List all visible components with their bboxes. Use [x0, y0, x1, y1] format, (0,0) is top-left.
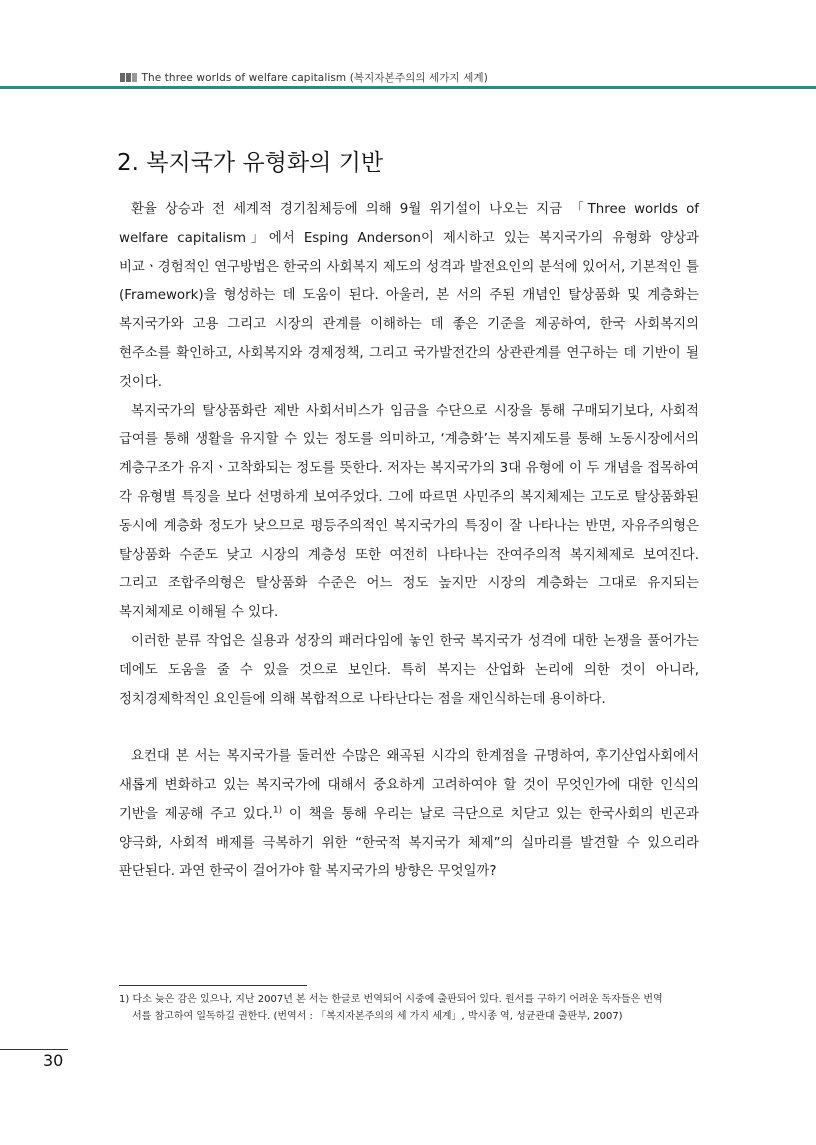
header-rule	[0, 86, 816, 89]
header-square-icon	[126, 73, 131, 82]
footnote-line: 서를 참고하여 일독하길 권한다. (번역서 : 「복지자본주의의 세 가지 세계」, 박시종 역, 성균관대 출판부, 2007)	[132, 1011, 623, 1022]
body-text	[119, 196, 699, 887]
footnote-reference: 1)	[272, 805, 283, 816]
running-title: The three worlds of welfare capitalism (복지자본주의의 세가지 세계)	[141, 72, 488, 84]
paragraph-text: 요컨대 본 서는 복지국가를 둘러싼 수많은 왜곡된 시각의 한계점을 규명하여, 후기산업사회에서 새롭게 변화하고 있는 복지국가에 대해서 중요하게 고려하여야 할 것이 무엇인가에 대한 인식의 기반을 제공해 주고 있다.	[119, 749, 699, 822]
footnote-rule	[119, 985, 307, 986]
paragraph-text: 이 책을 통해 우리는 날로 극단으로 치닫고 있는 한국사회의 빈곤과 양극화, 사회적 배제를 극복하기 위한 “한국적 복지국가 체제”의 실마리를 발견할 수 있으리라 판단된다. 과연 한국이 걸어가야 할 복지국가의 방향은 무엇일까?	[119, 806, 699, 880]
page-number: 30	[43, 1051, 64, 1070]
running-header	[120, 70, 488, 85]
header-square-icon	[120, 73, 125, 82]
section-title: 2. 복지국가 유형화의 기반	[117, 150, 384, 176]
footnote	[119, 991, 699, 1025]
page-number-rule	[0, 1049, 68, 1050]
paragraph: 환율 상승과 전 세계적 경기침체등에 의해 9월 위기설이 나오는 지금 「Three worlds of welfare capitalism」에서 Esping Anderson이 제시하고 있는 복지국가의 유형화 양상과 비교ㆍ경험적인 연구방법은 한국의 사회복지 제도의 성격과 발전요인의 분석에 있어서, 기본적인 틀(Framework)을 형성하는 데 도움이 된다. 아울러, 본 서의 주된 개념인 탈상품화 및 계층화는 복지국가와 고용 그리고 시장의 관계를 이해하는 데 좋은 기준을 제공하여, 한국 사회복지의 현주소를 확인하고, 사회복지와 경제정책, 그리고 국가발전간의 상관관계를 연구하는 데 기반이 될 것이다.	[119, 202, 699, 390]
paragraph-gap	[119, 714, 699, 743]
paragraph: 이러한 분류 작업은 실용과 성장의 패러다임에 놓인 한국 복지국가 성격에 대한 논쟁을 풀어가는 데에도 도움을 줄 수 있을 것으로 보인다. 특히 복지는 산업화 논리에 의한 것이 아니라, 정치경제학적인 요인들에 의해 복합적으로 나타난다는 점을 재인식하는데 용이하다.	[119, 633, 699, 707]
paragraph	[119, 743, 699, 887]
footnote-line: 1) 다소 늦은 감은 있으나, 지난 2007년 본 서는 한글로 번역되어 시중에 출판되어 있다. 원서를 구하기 어려운 독자들은 번역	[119, 994, 663, 1005]
paragraph: 복지국가의 탈상품화란 제반 사회서비스가 임금을 수단으로 시장을 통해 구매되기보다, 사회적 급여를 통해 생활을 유지할 수 있는 정도를 의미하고, ‘계층화’는 복지제도를 통해 노동시장에서의 계층구조가 유지ㆍ고착화되는 정도를 뜻한다. 저자는 복지국가의 3대 유형에 이 두 개념을 접목하여 각 유형별 특징을 보다 선명하게 보여주었다. 그에 따르면 사민주의 복지체제는 고도로 탈상품화된 동시에 계층화 정도가 낮으므로 평등주의적인 복지국가의 특징이 잘 나타나는 반면, 자유주의형은 탈상품화 수준도 낮고 시장의 계층성 또한 여전히 나타나는 잔여주의적 복지체제로 보여진다. 그리고 조합주의형은 탈상품화 수준은 어느 정도 높지만 시장의 계층화는 그대로 유지되는 복지체제로 이해될 수 있다.	[119, 403, 699, 621]
header-square-icon	[132, 73, 137, 82]
